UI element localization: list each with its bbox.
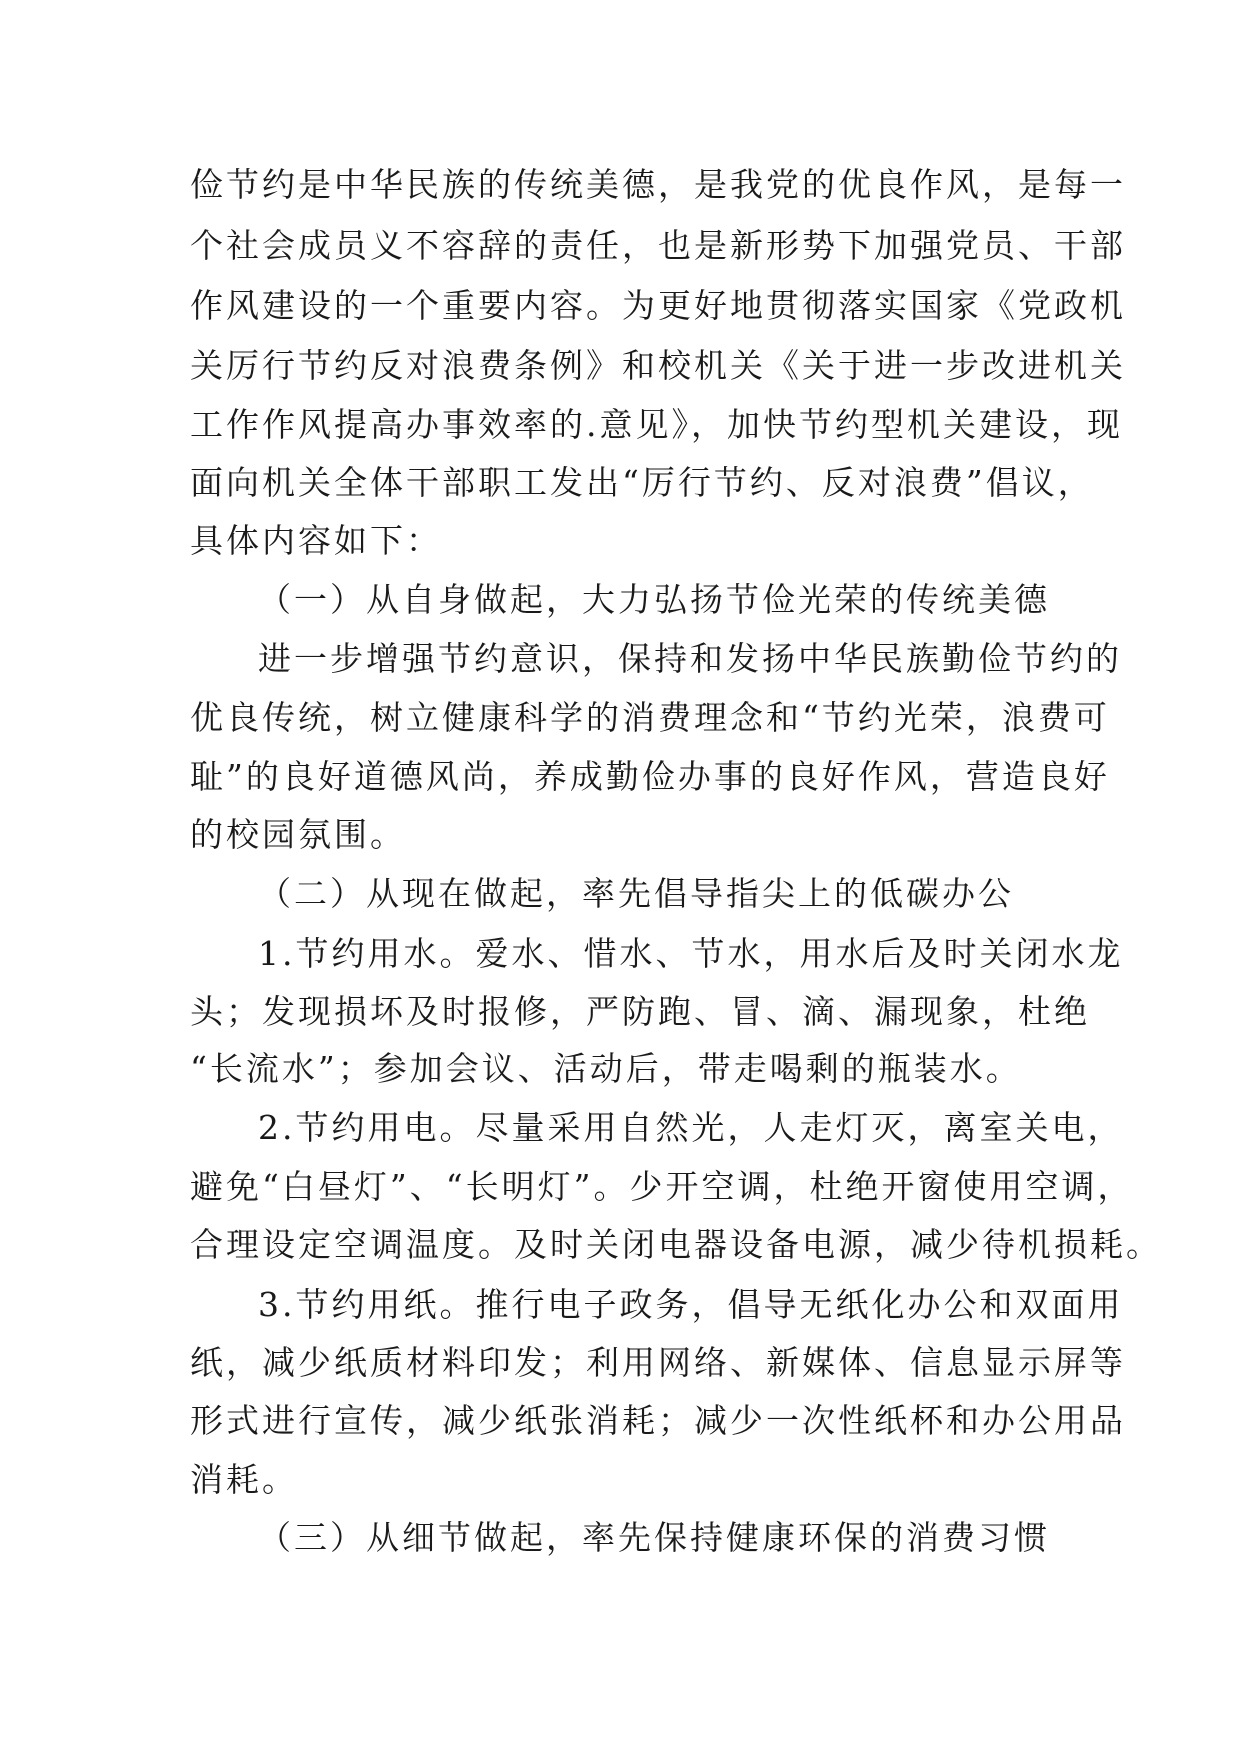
paragraph-line: 具体内容如下： [190,521,442,560]
section-heading-2: （二）从现在做起，率先倡导指尖上的低碳办公 [258,874,1014,913]
section-heading-3: （三）从细节做起，率先保持健康环保的消费习惯 [258,1518,1050,1557]
paragraph-line: 1.节约用水。爱水、惜水、节水，用水后及时关闭水龙 [258,934,1124,973]
paragraph-line: 形式进行宣传，减少纸张消耗；减少一次性纸杯和办公用品 [190,1401,1126,1440]
paragraph-line: “长流水”；参加会议、活动后，带走喝剩的瓶装水。 [190,1049,1022,1088]
paragraph-line: 俭节约是中华民族的传统美德，是我党的优良作风，是每一 [190,165,1126,204]
paragraph-line: 消耗。 [190,1460,298,1499]
paragraph-line: 进一步增强节约意识，保持和发扬中华民族勤俭节约的 [258,639,1122,678]
paragraph-line: 耻”的良好道德风尚，养成勤俭办事的良好作风，营造良好 [190,757,1110,796]
paragraph-line: 的校园氛围。 [190,815,406,854]
section-heading-1: （一）从自身做起，大力弘扬节俭光荣的传统美德 [258,580,1050,619]
paragraph-line: 工作作风提高办事效率的.意见》，加快节约型机关建设，现 [190,405,1123,444]
paragraph-line: 优良传统，树立健康科学的消费理念和“节约光荣，浪费可 [190,698,1110,737]
paragraph-line: 纸，减少纸质材料印发；利用网络、新媒体、信息显示屏等 [190,1343,1126,1382]
paragraph-line: 3.节约用纸。推行电子政务，倡导无纸化办公和双面用 [258,1285,1124,1324]
paragraph-line: 2.节约用电。尽量采用自然光，人走灯灭，离室关电， [258,1108,1124,1147]
paragraph-line: 关厉行节约反对浪费条例》和校机关《关于进一步改进机关 [190,346,1126,385]
paragraph-line: 个社会成员义不容辞的责任，也是新形势下加强党员、干部 [190,226,1126,265]
paragraph-line: 面向机关全体干部职工发出“厉行节约、反对浪费”倡议， [190,463,1094,502]
paragraph-line: 避免“白昼灯”、“长明灯”。少开空调，杜绝开窗使用空调， [190,1167,1134,1206]
paragraph-line: 合理设定空调温度。及时关闭电器设备电源，减少待机损耗。 [190,1225,1162,1264]
paragraph-line: 头；发现损坏及时报修，严防跑、冒、滴、漏现象，杜绝 [190,992,1090,1031]
paragraph-line: 作风建设的一个重要内容。为更好地贯彻落实国家《党政机 [190,286,1126,325]
